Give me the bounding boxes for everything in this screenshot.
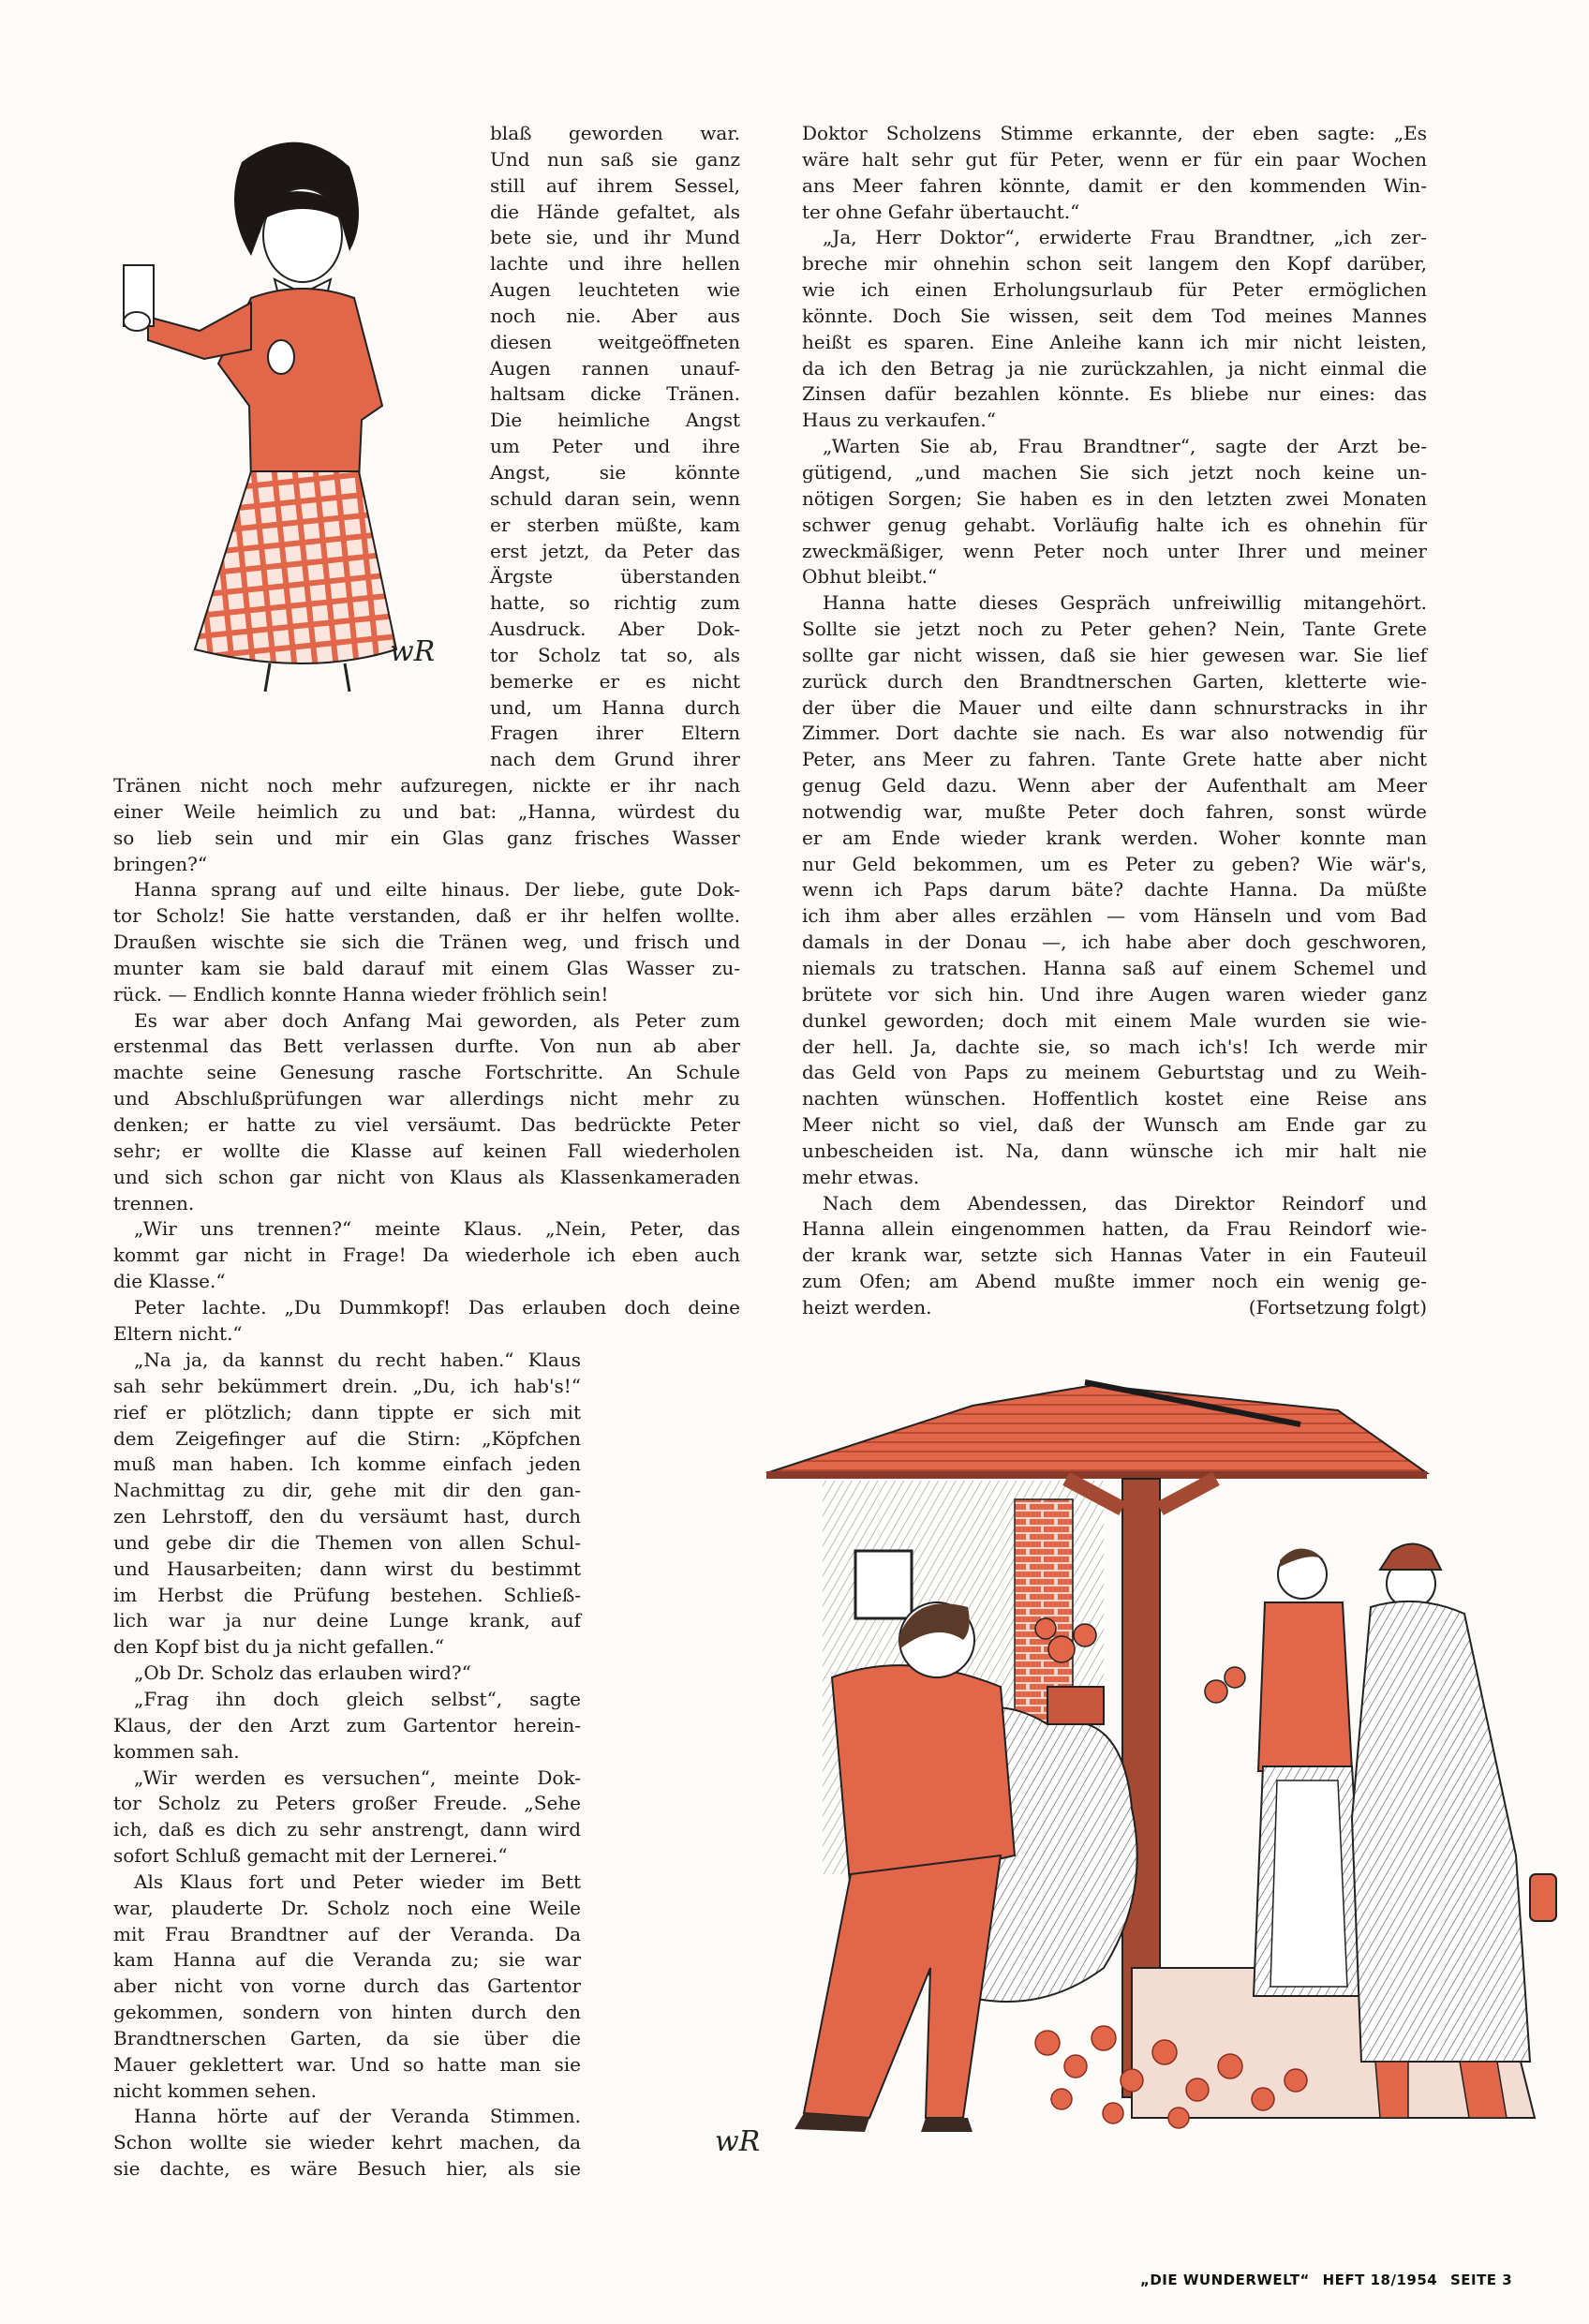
text-line: sah sehr bekümmert drein. „Du, ich hab's!“ <box>113 1374 581 1397</box>
text-line: sehr; er wollte die Klasse auf keinen Fall wiederholen <box>113 1139 740 1162</box>
text-line: unbescheiden ist. Na, dann wünsche ich mir halt nie <box>802 1139 1427 1162</box>
text-line: lachte und ihre hellen <box>490 252 740 276</box>
text-line: muß man haben. Ich komme einfach jeden <box>113 1452 581 1476</box>
text-line: ich, daß es dich zu sehr anstrengt, dann wird <box>113 1818 581 1841</box>
text-line: Tränen nicht noch mehr aufzuregen, nickte er ihr nach <box>113 774 740 797</box>
text-line: ter ohne Gefahr übertaucht.“ <box>802 200 1080 223</box>
text-line: niemals zu tratschen. Hanna saß auf einem Schemel und <box>802 957 1427 979</box>
text-column-left-lower <box>113 1348 581 2182</box>
text-line: und Hausarbeiten; dann wirst du bestimmt <box>113 1557 581 1580</box>
text-line: könnte. Doch Sie wissen, seit dem Tod meines Mannes <box>802 304 1427 327</box>
text-line: er am Ende wieder krank werden. Woher konnte man <box>802 826 1427 849</box>
text-line: zurück durch den Brandtnerschen Garten, kletterte wie- <box>802 669 1427 693</box>
text-line: „Na ja, da kannst du recht haben.“ Klaus <box>134 1348 581 1371</box>
text-line: Zimmer. Dort dachte sie nach. Es war also notwendig für <box>802 722 1427 745</box>
man-figure <box>1352 1544 1556 2119</box>
text-line: Nachmittag zu dir, gehe mit dir den gan- <box>113 1479 581 1502</box>
text-line: zum Ofen; am Abend mußte immer noch ein wenig ge- <box>802 1270 1427 1293</box>
text-line: sofort Schluß gemacht mit der Lernerei.“ <box>113 1844 508 1868</box>
signature: wR <box>390 635 436 668</box>
text-line: der hell. Ja, dachte sie, so mach ich's! Ich werde mir <box>802 1035 1427 1058</box>
text-line: notwendig war, mußte Peter doch fahren, sonst würde <box>802 799 1427 823</box>
magazine-name: „DIE WUNDERWELT“ <box>1140 2272 1310 2288</box>
text-line: haltsam dicke Tränen. <box>490 382 740 406</box>
text-line: „Wir uns trennen?“ meinte Klaus. „Nein, Peter, das <box>134 1217 740 1241</box>
text-line: machte seine Genesung rasche Fortschritte. An Schule <box>113 1061 740 1084</box>
text-column-narrow <box>490 121 740 773</box>
text-line: um Peter und ihre <box>490 435 740 458</box>
text-line: einer Weile heimlich zu und bat: „Hanna, würdest du <box>113 799 740 823</box>
text-line: noch nie. Aber aus <box>490 304 740 327</box>
text-line: Nach dem Abendessen, das Direktor Reindorf und <box>823 1191 1427 1214</box>
text-line: Hanna hatte dieses Gespräch unfreiwillig mitangehört. <box>823 591 1427 615</box>
text-line: war, plauderte Dr. Scholz noch eine Weile <box>113 1896 581 1919</box>
text-line: nur Geld bekommen, um es Peter zu geben? Wie wär's, <box>802 852 1427 875</box>
text-line: kam Hanna auf die Veranda zu; sie war <box>113 1948 581 1972</box>
text-line: und Abschlußprüfungen war allerdings nicht mehr zu <box>113 1087 740 1110</box>
text-line: schwer genug gehabt. Vorläufig halte ich es ohnehin für <box>802 513 1427 536</box>
veranda-scene-illustration <box>691 1368 1560 2183</box>
issue-number: HEFT 18/1954 <box>1322 2272 1438 2288</box>
text-line: tor Scholz! Sie hatte verstanden, daß er ihr helfen wollte. <box>113 904 740 928</box>
text-line: Fragen ihrer Eltern <box>490 722 740 745</box>
text-line: Schon wollte sie wieder kehrt machen, da <box>113 2131 581 2154</box>
text-line: Als Klaus fort und Peter wieder im Bett <box>134 1870 581 1893</box>
woman-figure <box>1254 1549 1366 1997</box>
signature: wR <box>715 2125 761 2158</box>
text-line: Augen rannen unauf- <box>490 356 740 380</box>
text-column-right <box>802 121 1427 1321</box>
text-line: „Ja, Herr Doktor“, erwiderte Frau Brandtner, „ich zer- <box>823 226 1427 249</box>
text-line: Hanna allein eingenommen hatten, da Frau Reindorf wie- <box>802 1217 1427 1241</box>
text-column-left <box>113 773 740 1348</box>
text-line: „Warten Sie ab, Frau Brandtner“, sagte der Arzt be- <box>823 435 1427 458</box>
text-line: Klaus, der den Arzt zum Gartentor herein- <box>113 1713 581 1736</box>
text-line: denken; er hatte zu viel versäumt. Das bedrückte Peter <box>113 1112 740 1136</box>
text-line: brütete vor sich hin. Und ihre Augen waren wieder ganz <box>802 982 1427 1006</box>
text-line: „Frag ihn doch gleich selbst“, sagte <box>134 1687 581 1710</box>
roof <box>766 1385 1427 1473</box>
text-line: Doktor Scholzens Stimme erkannte, der eben sagte: „Es <box>802 122 1427 144</box>
text-line: Haus zu verkaufen.“ <box>802 409 996 432</box>
text-line: wäre halt sehr gut für Peter, wenn er für ein paar Wochen <box>802 147 1427 171</box>
text-line: erst jetzt, da Peter das <box>490 539 740 562</box>
text-line: gütigend, „und machen Sie sich jetzt noch keine un- <box>802 460 1427 484</box>
text-line: zen Lehrstoff, den du versäumt hast, durch <box>113 1505 581 1528</box>
text-line: bemerke er es nicht <box>490 669 740 693</box>
text-line: tor Scholz zu Peters großer Freude. „Sehe <box>113 1792 581 1815</box>
text-line: mehr etwas. <box>802 1165 920 1188</box>
text-line: den Kopf bist du ja nicht gefallen.“ <box>113 1635 445 1659</box>
text-line: Zinsen dafür bezahlen könnte. Es bliebe nur eines: das <box>802 382 1427 406</box>
girl-with-glass-illustration <box>111 125 441 692</box>
text-line: gekommen, sondern von hinten durch den <box>113 2001 581 2024</box>
text-line: Angst, sie könnte <box>490 460 740 484</box>
text-line: hatte, so richtig zum <box>490 591 740 615</box>
text-line: der über die Mauer und eilte dann schnurstracks in ihr <box>802 695 1427 719</box>
text-line: damals in der Donau —, ich habe aber doch geschworen, <box>802 931 1427 954</box>
text-line: tor Scholz tat so, als <box>490 643 740 666</box>
text-line: die Hände gefaltet, als <box>490 200 740 223</box>
text-line: Hanna hörte auf der Veranda Stimmen. <box>134 2105 581 2128</box>
text-line-content: heizt werden. <box>802 1295 932 1318</box>
text-line: und gebe dir die Themen von allen Schul- <box>113 1530 581 1554</box>
text-line: „Wir werden es versuchen“, meinte Dok- <box>134 1765 581 1789</box>
text-line: Und nun saß sie ganz <box>490 147 740 171</box>
text-line: Peter lachte. „Du Dummkopf! Das erlauben doch deine <box>134 1295 740 1318</box>
text-line: Brandtnerschen Garten, da sie über die <box>113 2026 581 2049</box>
text-line: dem Zeigefinger auf die Stirn: „Köpfchen <box>113 1426 581 1450</box>
text-line: zweckmäßiger, wenn Peter noch unter Ihrer und meiner <box>802 539 1427 562</box>
text-line: wenn ich Paps darum bäte? dachte Hanna. Da müßte <box>802 878 1427 901</box>
text-line: ans Meer fahren könnte, damit er den kommenden Win- <box>802 173 1427 197</box>
text-line: breche mir ohnehin schon seit langem den Kopf darüber, <box>802 252 1427 276</box>
text-line: er sterben müßte, kam <box>490 513 740 536</box>
text-line: und sich schon gar nicht von Klaus als Klassenkameraden <box>113 1165 740 1188</box>
text-line: Ärgste überstanden <box>490 565 740 588</box>
text-line: aber nicht von vorne durch das Gartentor <box>113 1974 581 1998</box>
text-line: trennen. <box>113 1191 195 1214</box>
text-line: heißt es sparen. Eine Anleihe kann ich mir nicht leisten, <box>802 330 1427 353</box>
text-line: schuld daran sein, wenn <box>490 486 740 510</box>
text-line: rief er plötzlich; dann tippte er sich mit <box>113 1400 581 1423</box>
text-line: Sollte sie jetzt noch zu Peter gehen? Nein, Tante Grete <box>802 618 1427 641</box>
text-line: munter kam sie bald darauf mit einem Glas Wasser zu- <box>113 956 740 979</box>
page-number: SEITE 3 <box>1449 2272 1513 2288</box>
text-line: Obhut bleibt.“ <box>802 565 938 588</box>
text-line: Mauer geklettert war. Und so hatte man sie <box>113 2052 581 2076</box>
text-line: sie dachte, es wäre Besuch hier, als sie <box>113 2157 581 2181</box>
text-line: genug Geld dazu. Wenn aber der Aufenthalt am Meer <box>802 774 1427 797</box>
text-line: nachten wünschen. Hoffentlich kostet eine Reise ans <box>802 1087 1427 1110</box>
text-line: still auf ihrem Sessel, <box>490 173 740 197</box>
text-line: der krank war, setzte sich Hannas Vater in ein Fauteuil <box>802 1244 1427 1267</box>
text-line: sollte gar nicht wissen, daß sie hier gewesen war. Sie lief <box>802 643 1427 666</box>
text-line: erstenmal das Bett verlassen durfte. Von nun ab aber <box>113 1035 740 1058</box>
text-line: bringen?“ <box>113 852 208 875</box>
text-line: blaß geworden war. <box>490 122 740 144</box>
text-line: Hanna sprang auf und eilte hinaus. Der liebe, gute Dok- <box>134 878 740 901</box>
text-line: Augen leuchteten wie <box>490 278 740 302</box>
text-line: Die heimliche Angst <box>490 409 740 432</box>
text-line: im Herbst die Prüfung bestehen. Schließ- <box>113 1583 581 1606</box>
text-line: Ausdruck. Aber Dok- <box>490 618 740 641</box>
text-line: ich ihm aber alles erzählen — vom Hänseln und vom Bad <box>802 904 1427 928</box>
text-line: Es war aber doch Anfang Mai geworden, als Peter zum <box>134 1008 740 1032</box>
text-line: da ich den Betrag ja nie zurückzahlen, ja nicht einmal die <box>802 356 1427 380</box>
text-line: und, um Hanna durch <box>490 695 740 719</box>
text-line <box>802 1295 1427 1321</box>
text-line: so lieb sein und mir ein Glas ganz frisches Wasser <box>113 826 740 849</box>
text-line: diesen weitgeöffneten <box>490 330 740 353</box>
text-line: dunkel geworden; doch mit einem Male wurden sie wie- <box>802 1008 1427 1032</box>
text-line: „Ob Dr. Scholz das erlauben wird?“ <box>134 1661 471 1685</box>
text-line: kommen sah. <box>113 1739 240 1763</box>
text-line: nötigen Sorgen; Sie haben es in den letzten zwei Monaten <box>802 486 1427 510</box>
text-line: das Geld von Paps zu meinem Geburtstag und zu Weih- <box>802 1061 1427 1084</box>
text-line: bete sie, und ihr Mund <box>490 226 740 249</box>
text-line: mit Frau Brandtner auf der Veranda. Da <box>113 1922 581 1945</box>
continuation-note: (Fortsetzung folgt) <box>1248 1295 1427 1318</box>
text-line: nicht kommen sehen. <box>113 2078 317 2102</box>
text-line: die Klasse.“ <box>113 1270 226 1293</box>
text-line: Peter, ans Meer zu fahren. Tante Grete hatte aber nicht <box>802 748 1427 771</box>
text-line: Meer nicht so viel, daß der Wunsch am Ende gar zu <box>802 1113 1427 1137</box>
page-footer <box>1140 2272 1520 2288</box>
text-line: lich war ja nur deine Lunge krank, auf <box>113 1609 581 1632</box>
text-line: nach dem Grund ihrer <box>490 748 740 771</box>
text-line: kommt gar nicht in Frage! Da wiederhole ich eben auch <box>113 1244 740 1267</box>
text-line: rück. — Endlich konnte Hanna wieder fröhlich sein! <box>113 982 609 1006</box>
window <box>855 1551 912 1618</box>
text-line: wie ich einen Erholungsurlaub für Peter ermöglichen <box>802 278 1427 302</box>
text-line: Draußen wischte sie sich die Tränen weg, und frisch und <box>113 931 740 954</box>
text-line: Eltern nicht.“ <box>113 1321 243 1345</box>
